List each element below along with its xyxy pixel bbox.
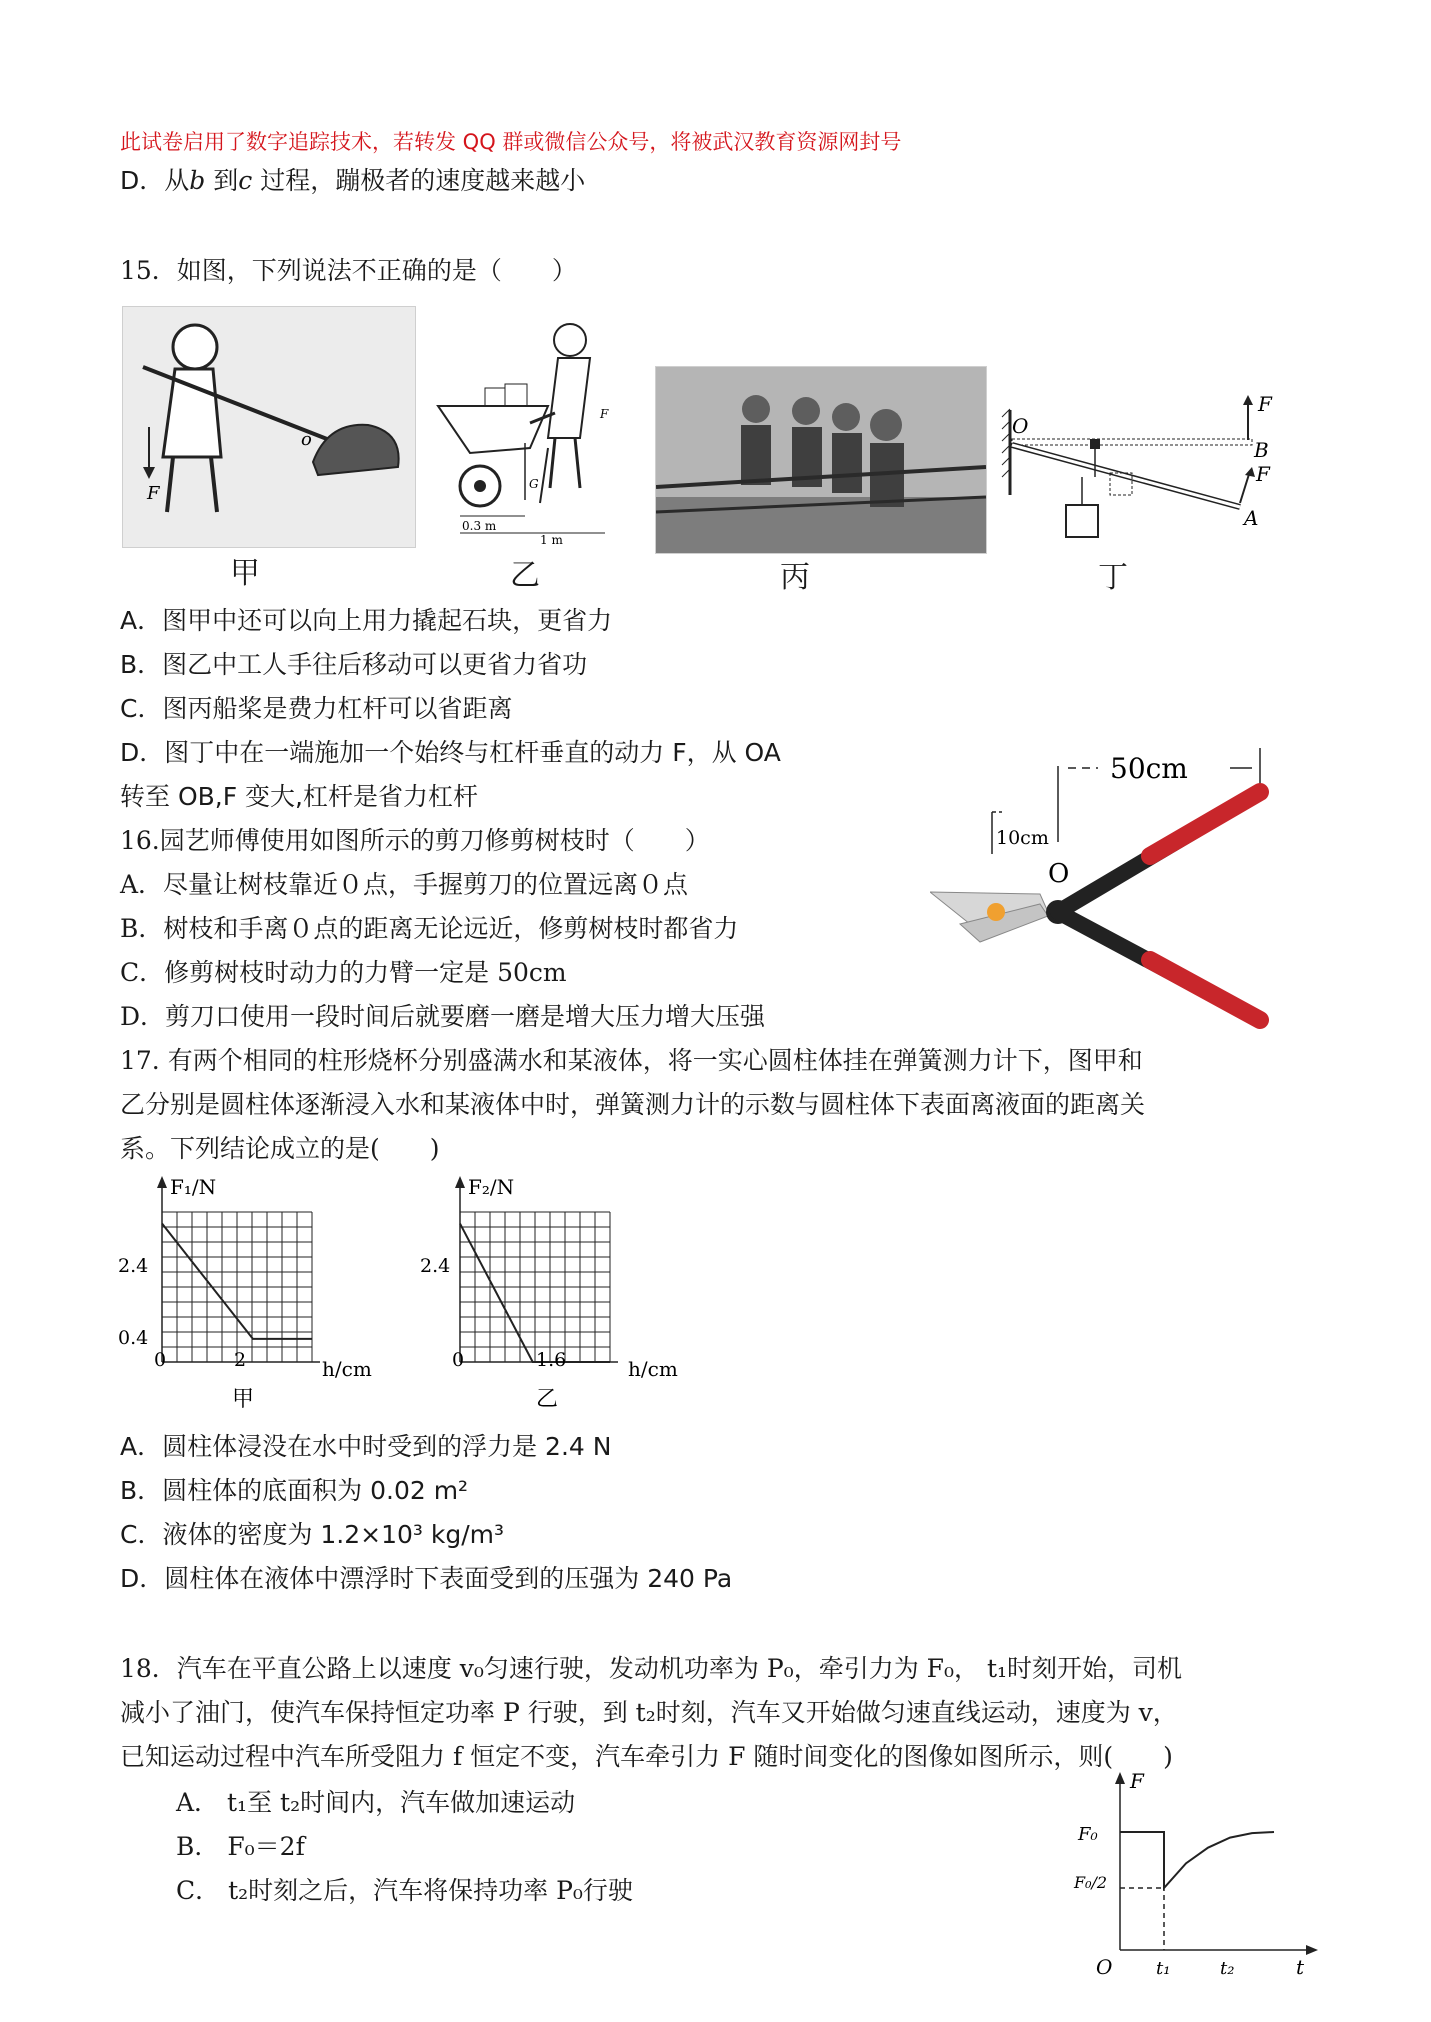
chart-yi-xlabel: h/cm: [628, 1357, 678, 1381]
pruning-shears-diagram: [930, 744, 1290, 1034]
q16-option-a: A．尽量让树枝靠近０点，手握剪刀的位置远离０点: [120, 870, 689, 899]
yi-g-label: G: [529, 477, 539, 491]
caption-bing: 丙: [780, 560, 810, 595]
q15-option-c: C．图丙船桨是费力杠杆可以省距离: [120, 694, 513, 723]
caption-yi: 乙: [510, 558, 540, 593]
chart-jia-ytick-2.4: 2.4: [118, 1255, 149, 1277]
figure-yi: [430, 318, 630, 546]
chart-yi-svg: [408, 1172, 708, 1412]
ft-ytick-f0: F₀: [1078, 1824, 1098, 1845]
figure-bing-photo: [655, 366, 987, 554]
chart-yi: [408, 1172, 708, 1412]
q18-option-c: C． t₂时刻之后，汽车将保持功率 P₀行驶: [176, 1876, 633, 1905]
q15-option-d: D．图丁中在一端施加一个始终与杠杆垂直的动力 F，从 OA: [120, 738, 781, 767]
q17-option-b: B．圆柱体的底面积为 0.02 m²: [120, 1476, 469, 1505]
series-line: [1120, 1832, 1274, 1888]
shears-pivot-label: O: [1048, 859, 1070, 889]
jia-o-label: o: [301, 429, 312, 450]
chart-jia-svg: [110, 1172, 400, 1412]
ft-origin: O: [1096, 1955, 1113, 1979]
chart-jia: [110, 1172, 400, 1412]
ft-xtick-t1: t₁: [1156, 1958, 1171, 1979]
q15-option-d-cont: 转至 OB,F 变大,杠杆是省力杠杆: [120, 782, 478, 811]
shears-long-dim: 50cm: [1110, 752, 1188, 785]
ft-xlabel: t: [1296, 1955, 1305, 1979]
wheelbarrow-illustration: [430, 318, 630, 546]
q17-option-c: C．液体的密度为 1.2×10³ kg/m³: [120, 1520, 505, 1549]
shears-short-dim: 10cm: [996, 827, 1049, 849]
q18-stem-line1: 18．汽车在平直公路上以速度 v₀匀速行驶，发动机功率为 P₀，牵引力为 F₀， t₁时刻开始，司机: [120, 1654, 1183, 1683]
chart-jia-caption: 甲: [232, 1387, 255, 1412]
q18-stem-line3: 已知运动过程中汽车所受阻力 f 恒定不变，汽车牵引力 F 随时间变化的图像如图所示，则( ): [120, 1742, 1173, 1771]
chart-jia-xtick-0: 0: [154, 1349, 167, 1371]
yi-f-label: F: [600, 407, 609, 421]
watermark-notice: 此试卷启用了数字追踪技术，若转发 QQ 群或微信公众号，将被武汉教育资源网封号: [120, 130, 902, 154]
q17-option-d: D．圆柱体在液体中漂浮时下表面受到的压强为 240 Pa: [120, 1564, 733, 1593]
chart-force-time: [1070, 1770, 1320, 1980]
q16-option-c: C．修剪树枝时动力的力臂一定是 50cm: [120, 958, 567, 987]
yi-d1-label: 0.3 m: [462, 519, 497, 533]
lever-rock-illustration: [123, 307, 415, 547]
ft-ytick-f0-half: F₀/2: [1074, 1873, 1108, 1892]
q15-option-a: A．图甲中还可以向上用力撬起石块，更省力: [120, 606, 613, 635]
q18-stem-line2: 减小了油门，使汽车保持恒定功率 P 行驶，到 t₂时刻，汽车又开始做匀速直线运动，速度为 v，: [120, 1698, 1178, 1727]
q17-stem-line1: 17. 有两个相同的柱形烧杯分别盛满水和某液体，将一实心圆柱体挂在弹簧测力计下，图甲和: [120, 1046, 1143, 1075]
q14-option-d: D．从b 到c 过程，蹦极者的速度越来越小: [120, 166, 586, 195]
q17-stem-line3: 系。下列结论成立的是( ): [120, 1134, 440, 1163]
rowing-team-photo: [656, 367, 986, 553]
chart-yi-ytick-2.4: 2.4: [420, 1255, 451, 1277]
q16-stem: 16.园艺师傅使用如图所示的剪刀修剪树枝时（ ）: [120, 826, 710, 855]
yi-d2-label: 1 m: [540, 533, 563, 546]
q17-option-a: A．圆柱体浸没在水中时受到的浮力是 2.4 N: [120, 1432, 612, 1461]
q18-option-a: A． t₁至 t₂时间内，汽车做加速运动: [176, 1788, 576, 1817]
figure-shears: [930, 744, 1290, 1034]
ding-f2-label: F: [1256, 462, 1270, 486]
lever-rotation-diagram: [1000, 395, 1290, 545]
chart-force-time-svg: [1070, 1770, 1320, 1980]
ding-a-label: A: [1244, 506, 1259, 530]
chart-yi-xtick-1.6: 1.6: [536, 1349, 567, 1371]
chart-yi-xtick-0: 0: [452, 1349, 465, 1371]
chart-jia-ytick-0.4: 0.4: [118, 1327, 149, 1349]
chart-jia-xtick-2: 2: [234, 1349, 247, 1371]
chart-jia-ylabel: F₁/N: [170, 1175, 217, 1199]
ft-ylabel: F: [1130, 1770, 1144, 1793]
ding-b-label: B: [1254, 438, 1269, 462]
caption-ding: 丁: [1098, 560, 1128, 595]
chart-yi-ylabel: F₂/N: [468, 1175, 515, 1199]
figure-jia: [122, 306, 416, 548]
figure-ding: [1000, 395, 1290, 545]
ding-f-label: F: [1258, 395, 1272, 416]
ft-xtick-t2: t₂: [1220, 1958, 1235, 1979]
chart-jia-xlabel: h/cm: [322, 1357, 372, 1381]
q15-stem: 15．如图，下列说法不正确的是（ ）: [120, 256, 577, 285]
q15-option-b: B．图乙中工人手往后移动可以更省力省功: [120, 650, 588, 679]
q16-option-b: B．树枝和手离０点的距离无论远近，修剪树枝时都省力: [120, 914, 739, 943]
q16-option-d: D．剪刀口使用一段时间后就要磨一磨是增大压力增大压强: [120, 1002, 766, 1031]
jia-f-label: F: [147, 483, 160, 504]
chart-yi-caption: 乙: [536, 1387, 559, 1412]
caption-jia: 甲: [230, 556, 260, 591]
q17-stem-line2: 乙分别是圆柱体逐渐浸入水和某液体中时，弹簧测力计的示数与圆柱体下表面离液面的距离关: [120, 1090, 1146, 1119]
q18-option-b: B． F₀＝2f: [176, 1832, 305, 1861]
ding-o-label: O: [1012, 414, 1029, 438]
